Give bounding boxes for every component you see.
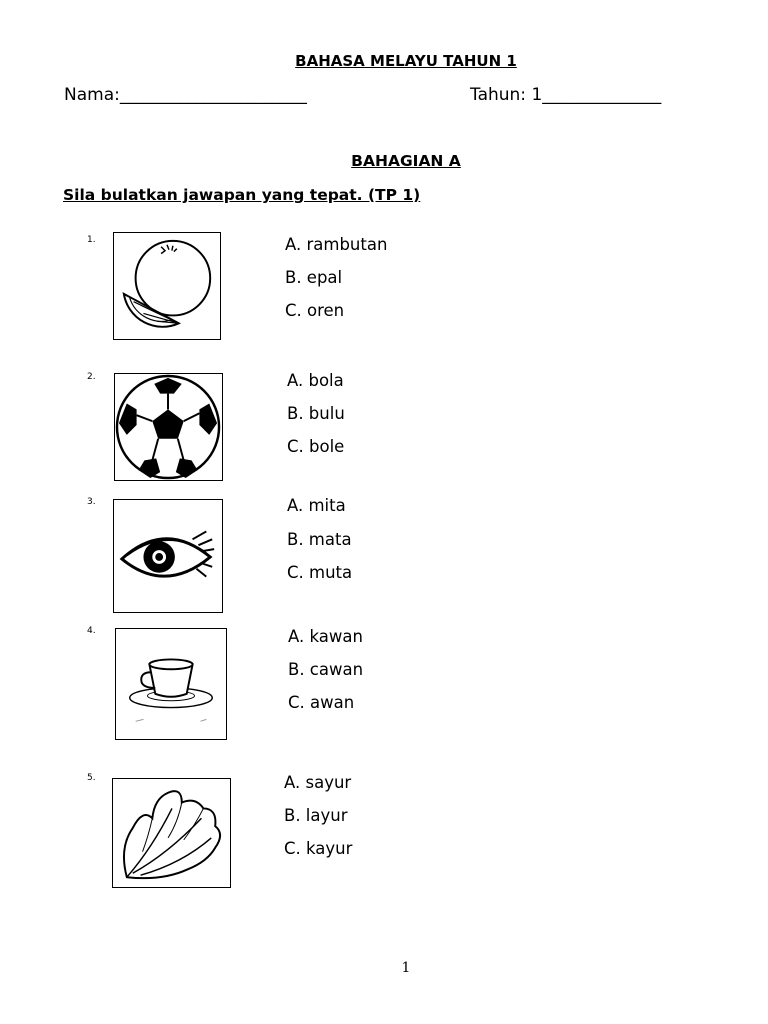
instruction-text: Sila bulatkan jawapan yang tepat. (TP 1) xyxy=(63,186,421,204)
page-number: 1 xyxy=(401,960,411,976)
option-a[interactable]: A. rambutan xyxy=(285,235,388,254)
orange-icon xyxy=(113,232,221,340)
option-b[interactable]: B. bulu xyxy=(287,404,345,423)
section-heading: BAHAGIAN A xyxy=(351,152,461,170)
option-c[interactable]: C. bole xyxy=(287,437,345,456)
question-number: 3. xyxy=(87,497,96,507)
eye-icon xyxy=(113,499,223,613)
worksheet-title: BAHASA MELAYU TAHUN 1 xyxy=(295,52,517,70)
option-b[interactable]: B. layur xyxy=(284,806,348,825)
option-b[interactable]: B. cawan xyxy=(288,660,364,679)
option-b[interactable]: B. epal xyxy=(285,268,343,287)
option-c[interactable]: C. muta xyxy=(287,563,353,582)
option-a[interactable]: A. bola xyxy=(287,371,344,390)
name-field: Nama:______________________ xyxy=(64,85,307,105)
question-number: 5. xyxy=(87,773,96,783)
option-a[interactable]: A. kawan xyxy=(288,627,363,646)
year-field: Tahun: 1______________ xyxy=(470,85,662,105)
option-c[interactable]: C. awan xyxy=(288,693,355,712)
question-number: 4. xyxy=(87,626,96,636)
question-number: 2. xyxy=(87,372,96,382)
option-c[interactable]: C. oren xyxy=(285,301,345,320)
option-a[interactable]: A. sayur xyxy=(284,773,352,792)
cup-icon xyxy=(115,628,227,740)
question-number: 1. xyxy=(87,235,96,245)
option-a[interactable]: A. mita xyxy=(287,496,346,515)
vegetable-icon xyxy=(112,778,231,888)
soccer-ball-icon xyxy=(114,373,223,481)
option-b[interactable]: B. mata xyxy=(287,530,352,549)
option-c[interactable]: C. kayur xyxy=(284,839,353,858)
